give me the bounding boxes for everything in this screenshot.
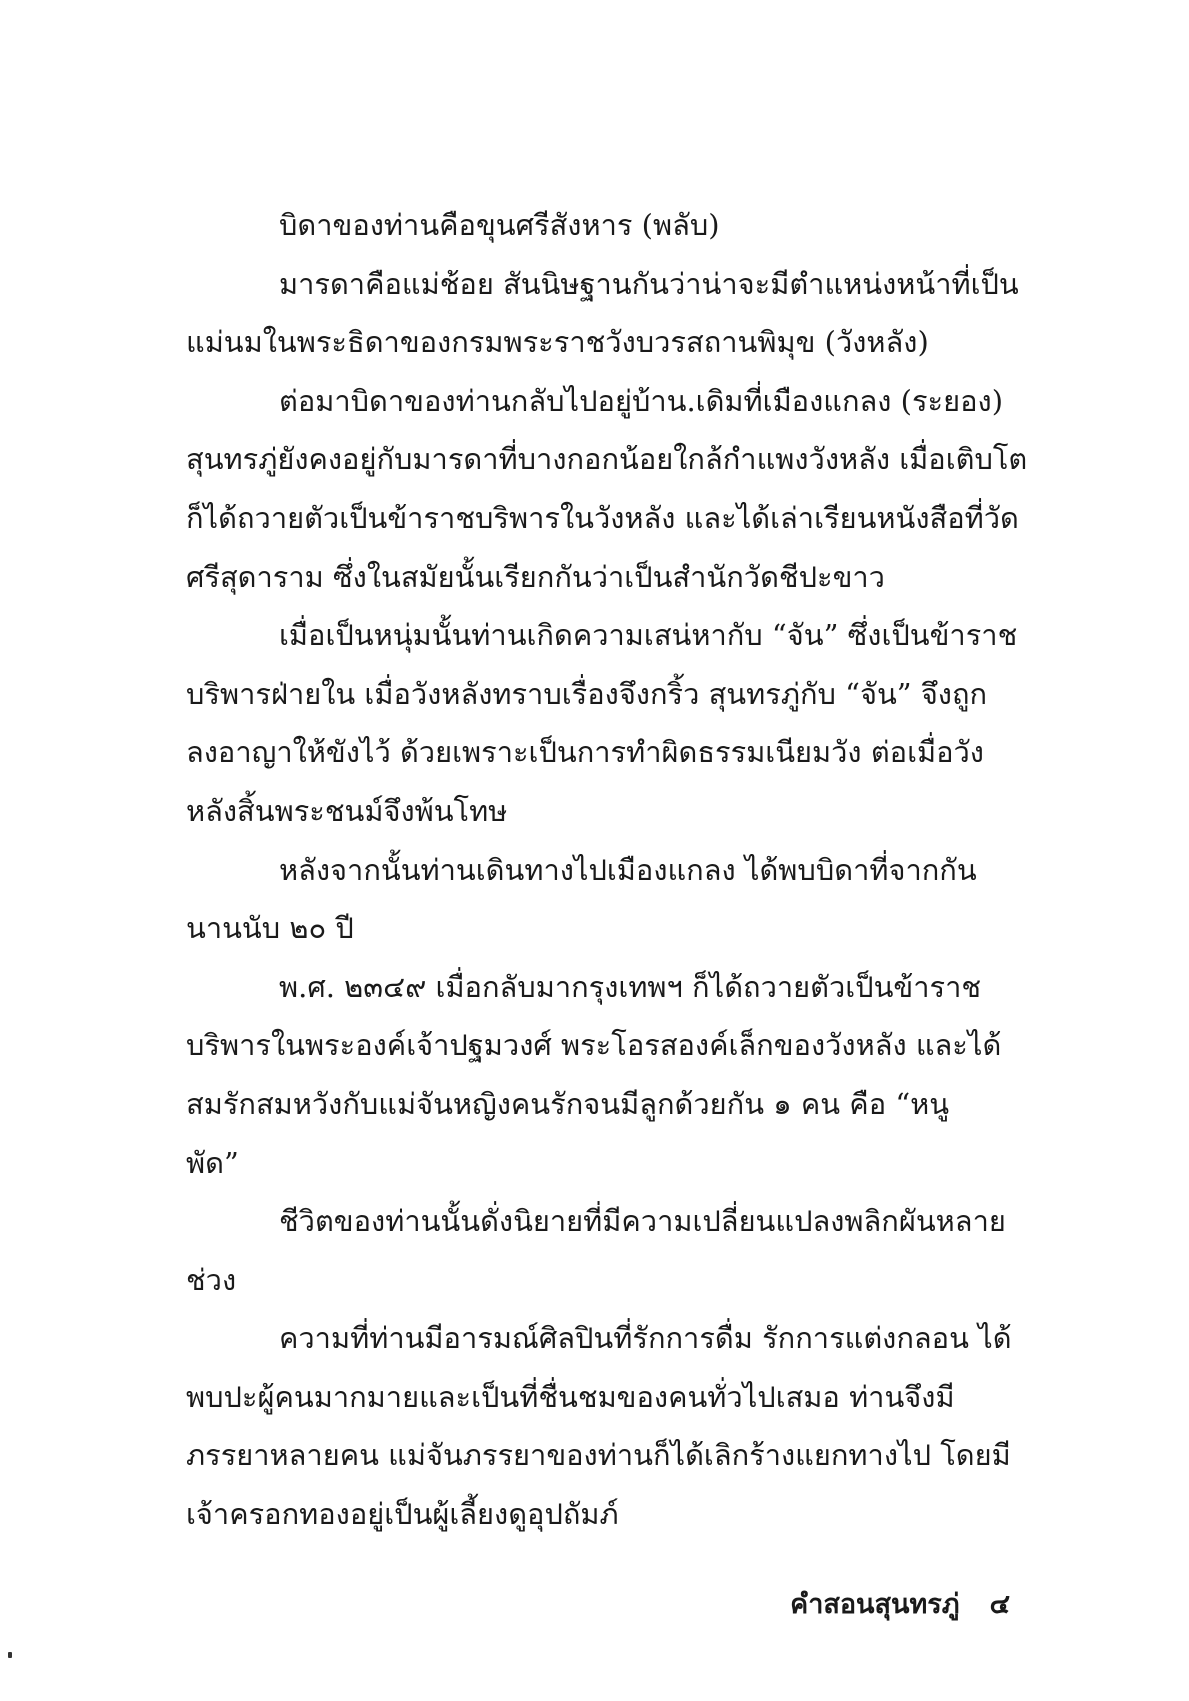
text-line: ศรีสุดาราม ซึ่งในสมัยนั้นเรียกกันว่าเป็นสำนักวัดชีปะขาว [186,559,885,594]
text-line: ลงอาญาให้ขังไว้ ด้วยเพราะเป็นการทำผิดธรรมเนียมวัง ต่อเมื่อวัง [186,735,984,770]
text-line: พบปะผู้คนมากมายและเป็นที่ชื่นชมของคนทั่วไปเสมอ ท่านจึงมี [186,1379,955,1414]
text-line: บิดาของท่านคือขุนศรีสังหาร (พลับ) [279,208,720,242]
text-line: หลังสิ้นพระชนม์จึงพ้นโทษ [186,793,508,828]
text-line: หลังจากนั้นท่านเดินทางไปเมืองแกลง ได้พบบิดาที่จากกัน [279,852,977,887]
text-line: บริพารในพระองค์เจ้าปฐมวงศ์ พระโอรสองค์เล็กของวังหลัง และได้ [186,1028,1002,1063]
text-line: สมรักสมหวังกับแม่จันหญิงคนรักจนมีลูกด้วยกัน ๑ คน คือ “หนู [186,1086,950,1121]
text-line: แม่นมในพระธิดาของกรมพระราชวังบวรสถานพิมุข (วังหลัง) [186,325,929,360]
text-line: นานนับ ๒๐ ปี [186,911,354,946]
text-line: ต่อมาบิดาของท่านกลับไปอยู่บ้าน.เดิมที่เมืองแกลง (ระยอง) [279,383,1004,418]
text-line: เมื่อเป็นหนุ่มนั้นท่านเกิดความเสน่หากับ “จัน” ซึ่งเป็นข้าราช [279,618,1018,653]
text-line: พัด” [186,1145,239,1180]
text-line: บริพารฝ่ายใน เมื่อวังหลังทราบเรื่องจึงกริ้ว สุนทรภู่กับ “จัน” จึงถูก [186,676,988,711]
text-line: ความที่ท่านมีอารมณ์ศิลปินที่รักการดื่ม รักการแต่งกลอน ได้ [279,1321,1012,1356]
text-line: มารดาคือแม่ช้อย สันนิษฐานกันว่าน่าจะมีตำแหน่งหน้าที่เป็น [279,266,1019,301]
text-line: ก็ได้ถวายตัวเป็นข้าราชบริพารในวังหลัง และได้เล่าเรียนหนังสือที่วัด [186,500,1019,535]
book-title: คำสอนสุนทรภู่ [790,1589,960,1620]
text-line: สุนทรภู่ยังคงอยู่กับมารดาที่บางกอกน้อยใกล้กำแพงวังหลัง เมื่อเติบโต [186,442,1028,477]
body-text [186,196,1028,1544]
text-line: ภรรยาหลายคน แม่จันภรรยาของท่านก็ได้เลิกร้างแยกทางไป โดยมี [186,1438,1011,1473]
page-footer [700,1585,1010,1625]
page-number: ๔ [989,1589,1010,1620]
text-line: ชีวิตของท่านนั้นดั่งนิยายที่มีความเปลี่ยนแปลงพลิกผันหลาย [279,1204,1006,1239]
text-line: พ.ศ. ๒๓๔๙ เมื่อกลับมากรุงเทพฯ ก็ได้ถวายตัวเป็นข้าราช [279,969,982,1004]
text-line: เจ้าครอกทองอยู่เป็นผู้เลี้ยงดูอุปถัมภ์ [186,1497,619,1532]
scan-mark [8,1652,12,1658]
text-line: ช่วง [186,1262,237,1297]
